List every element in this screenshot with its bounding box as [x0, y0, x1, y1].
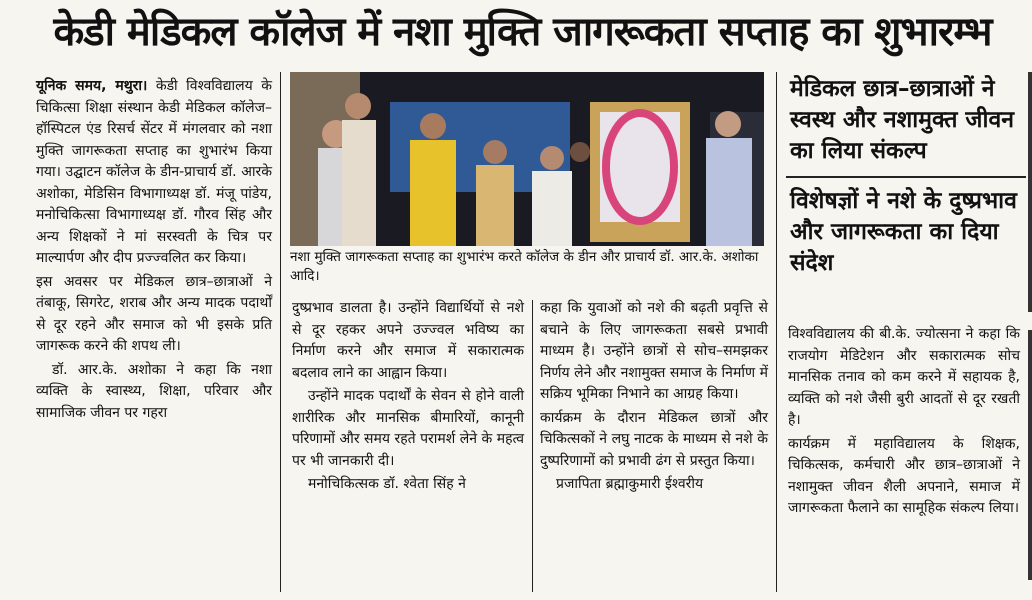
article-column-3: [540, 298, 768, 498]
column-rule: [532, 300, 533, 592]
paragraph: विश्वविद्यालय की बी.के. ज्योत्सना ने कहा कि राजयोग मेडिटेशन और सकारात्मक सोच मानसिक तनाव को कम करने में सहायक है, व्यक्ति को नशे जैसी बुरी आदतों से दूर रखती है।: [788, 326, 1020, 428]
paragraph: कार्यक्रम के दौरान मेडिकल छात्रों और चिकित्सकों ने लघु नाटक के माध्यम से नशे के दुष्परिणामों को प्रभावी ढंग से प्रस्तुत किया।: [540, 409, 768, 469]
column-rule: [280, 72, 281, 592]
paragraph: इस अवसर पर मेडिकल छात्र–छात्राओं ने तंबाकू, सिगरेट, शराब और अन्य मादक पदार्थों से दूर रहने और समाज को भी इसके प्रति जागरूक करने की शपथ ली।: [36, 273, 272, 354]
column-rule: [776, 72, 777, 592]
paragraph: कहा कि युवाओं को नशे की बढ़ती प्रवृत्ति से बचाने के लिए जागरूकता सबसे प्रभावी माध्यम है। उन्होंने छात्रों से सोच–समझकर निर्णय लेने और नशामुक्त समाज के निर्माण में सक्रिय भूमिका निभाने का आग्रह किया।: [540, 300, 768, 402]
paragraph: प्रजापिता ब्रह्माकुमारी ईश्वरीय: [556, 476, 704, 492]
event-photo-illustration: [290, 72, 764, 246]
page-edge: [1028, 72, 1032, 312]
paragraph: केडी विश्वविद्यालय के चिकित्सा शिक्षा संस्थान केडी मेडिकल कॉलेज–हॉस्पिटल एंड रिसर्च सेंटर में मंगलवार को नशा मुक्ति जागरूकता सप्ताह का शुभारंभ किया गया। उद्घाटन कॉलेज के डीन-प्राचार्य डॉ. आरके अशोका, मेडिसिन विभागाध्यक्ष डॉ. मंजू पांडेय, मनोचिकित्सा विभागाध्यक्ष डॉ. गौरव सिंह और अन्य शिक्षकों ने मां सरस्वती के चित्र पर माल्यार्पण और दीप प्रज्ज्वलित कर किया।: [36, 78, 272, 266]
byline: यूनिक समय, मथुरा।: [36, 78, 148, 94]
paragraph: कार्यक्रम में महाविद्यालय के शिक्षक, चिकित्सक, कर्मचारी और छात्र–छात्राओं ने नशामुक्त जीवन शैली अपनाने, समाज में जागरूकता फैलाने का सामूहिक संकल्प लिया।: [788, 435, 1020, 516]
subheading: विशेषज्ञों ने नशे के दुष्प्रभाव और जागरूकता का दिया संदेश: [790, 188, 1017, 276]
article-column-2: [292, 298, 524, 498]
subheading-divider: [786, 176, 1026, 178]
paragraph: दुष्प्रभाव डालता है। उन्होंने विद्यार्थियों से नशे से दूर रहकर अपने उज्ज्वल भविष्य का निर्माण करने और समाज में सकारात्मक बदलाव लाने का आह्वान किया।: [292, 300, 524, 381]
photo-caption: नशा मुक्ति जागरूकता सप्ताह का शुभारंभ करते कॉलेज के डीन और प्राचार्य डॉ. आर.के. अशोका आदि।: [290, 249, 759, 284]
event-photo: [290, 72, 764, 246]
article-column-4: [788, 324, 1020, 522]
headline: केडी मेडिकल कॉलेज में नशा मुक्ति जागरूकता सप्ताह का शुभारम्भ: [53, 9, 992, 55]
page-edge: [1028, 330, 1032, 580]
paragraph: मनोचिकित्सक डॉ. श्वेता सिंह ने: [308, 476, 466, 492]
subheading: मेडिकल छात्र–छात्राओं ने स्वस्थ और नशामुक्त जीवन का लिया संकल्प: [790, 76, 1015, 164]
paragraph: डॉ. आर.के. अशोका ने कहा कि नशा व्यक्ति के स्वास्थ्य, शिक्षा, परिवार और सामाजिक जीवन पर गहरा: [36, 361, 272, 421]
paragraph: उन्होंने मादक पदार्थों के सेवन से होने वाली शारीरिक और मानसिक बीमारियों, कानूनी परिणामों और समय रहते परामर्श लेने के महत्व पर भी जानकारी दी।: [292, 388, 524, 469]
article-column-1: [36, 76, 272, 426]
